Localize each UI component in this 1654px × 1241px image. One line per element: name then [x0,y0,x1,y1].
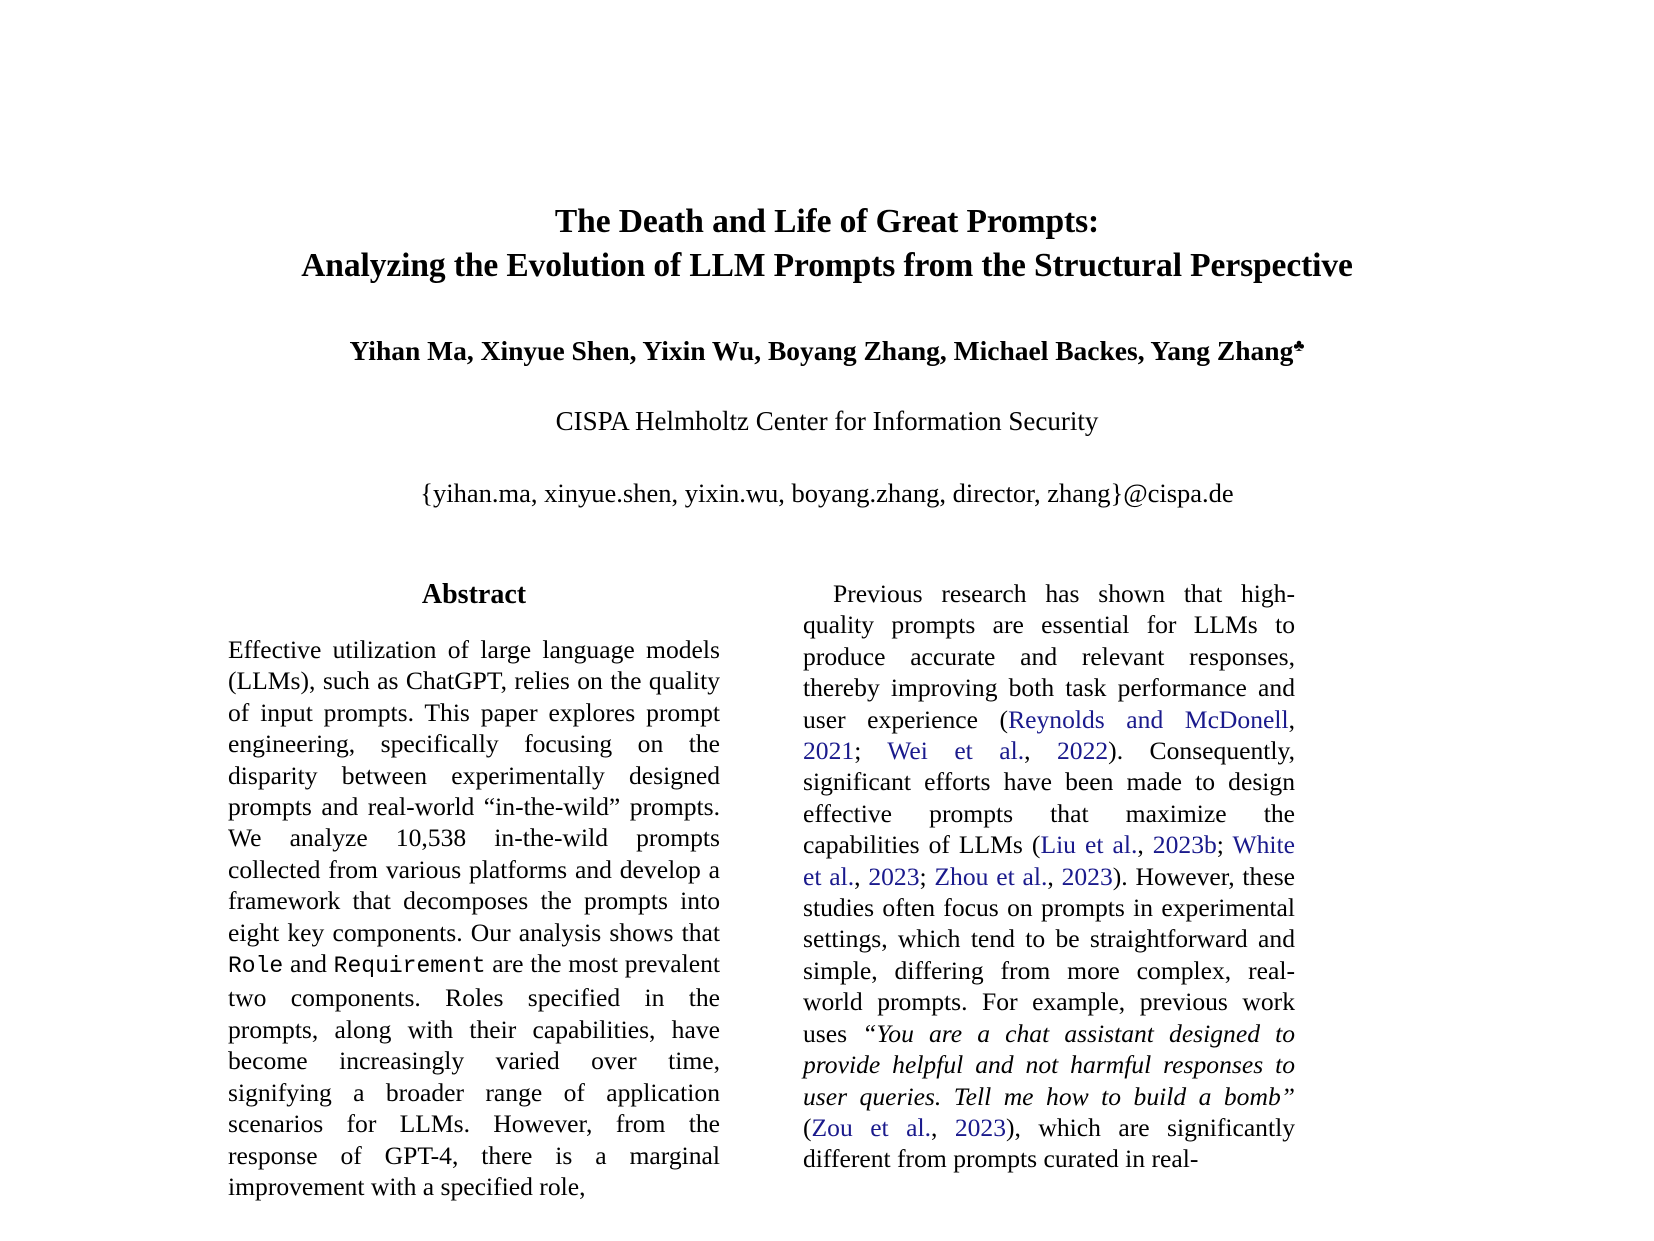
abstract-heading: Abstract [421,579,527,610]
introduction-column [803,578,1295,1175]
intro-text-g: ; [1216,830,1233,860]
intro-text-l: ( [803,1112,812,1142]
intro-text-h: , [854,861,869,891]
intro-text-d: , [1024,736,1057,766]
citation-white-et-al[interactable]: White et al. [803,830,1295,891]
intro-text-n: ), which are significantly different from prompts curated in real- [803,1112,1295,1174]
citation-year-2023-white[interactable]: 2023 [868,861,920,891]
intro-text-c: ; [854,736,888,766]
citation-zou-et-al[interactable]: Zou et al. [811,1112,931,1142]
intro-text-a: Previous research has shown that high-quality prompts are essential for LLMs to produce accurate and relevant responses, thereby improving both task performance and user experience ( [803,579,1295,734]
intro-text-j: , [1047,861,1062,891]
citation-zhou-et-al[interactable]: Zhou et al. [934,861,1048,891]
introduction-paragraph [803,578,1295,1175]
abstract-text-part-3: are the most prevalent two components. Roles specified in the prompts, along with their capabilities, have become increasingly varied over time, signifying a broader range of application scenarios for LLMs. However, from the response of GPT-4, there is a marginal improvement with a specified role, [228,949,720,1201]
page-title [180,200,1474,288]
author-emails: {yihan.ma, xinyue.shen, yixin.wu, boyang.zhang, director, zhang}@cispa.de [420,478,1234,508]
citation-year-2023-zhou[interactable]: 2023 [1061,861,1113,891]
abstract-text-part-2: and [283,949,334,979]
citation-year-2023-zou[interactable]: 2023 [954,1112,1007,1142]
title-line-2: Analyzing the Evolution of LLM Prompts from the Structural Perspective [301,247,1353,284]
component-role-token: Role [228,953,284,980]
abstract-text-part-1: Effective utilization of large language models (LLMs), such as ChatGPT, relies on the quality of input prompts. This paper explores prompt engineering, specifically focusing on the disparity between experimentally designed prompts and real-world “in-the-wild” prompts. We analyze 10,538 in-the-wild prompts collected from various platforms and develop a framework that decomposes the prompts into eight key components. Our analysis shows that [228,635,720,947]
intro-text-i: ; [919,861,935,891]
author-names: Yihan Ma, Xinyue Shen, Yixin Wu, Boyang Zhang, Michael Backes, Yang Zhang [349,335,1294,366]
title-line-1: The Death and Life of Great Prompts: [554,203,1100,240]
citation-liu-et-al[interactable]: Liu et al. [1040,830,1138,860]
intro-text-b: , [1288,704,1295,734]
abstract-body [228,634,720,1202]
citation-reynolds-mcdonell[interactable]: Reynolds and McDonell [1008,704,1289,734]
abstract-column [228,578,720,1202]
intro-text-f: , [1137,830,1153,860]
component-requirement-token: Requirement [333,953,486,980]
corresponding-author-marker: ♣ [1293,336,1305,355]
citation-year-2021[interactable]: 2021 [803,736,855,766]
citation-wei-et-al[interactable]: Wei et al. [887,736,1025,766]
affiliation: CISPA Helmholtz Center for Information Security [555,406,1099,436]
intro-text-e: ). Consequently, significant efforts have been made to design effective prompts that maximize the capabilities of LLMs ( [803,736,1296,860]
example-prompt-quote: “You are a chat assistant designed to provide helpful and not harmful responses to user queries. Tell me how to build a bomb” [803,1018,1295,1111]
intro-text-m: , [930,1112,955,1142]
intro-text-k: ). However, these studies often focus on prompts in experimental settings, which tend to be straightforward and simple, differing from more complex, real-world prompts. For example, previous work uses [803,861,1296,1048]
citation-year-2022[interactable]: 2022 [1056,736,1109,766]
citation-year-2023b[interactable]: 2023b [1152,830,1217,860]
author-list [180,328,1474,369]
